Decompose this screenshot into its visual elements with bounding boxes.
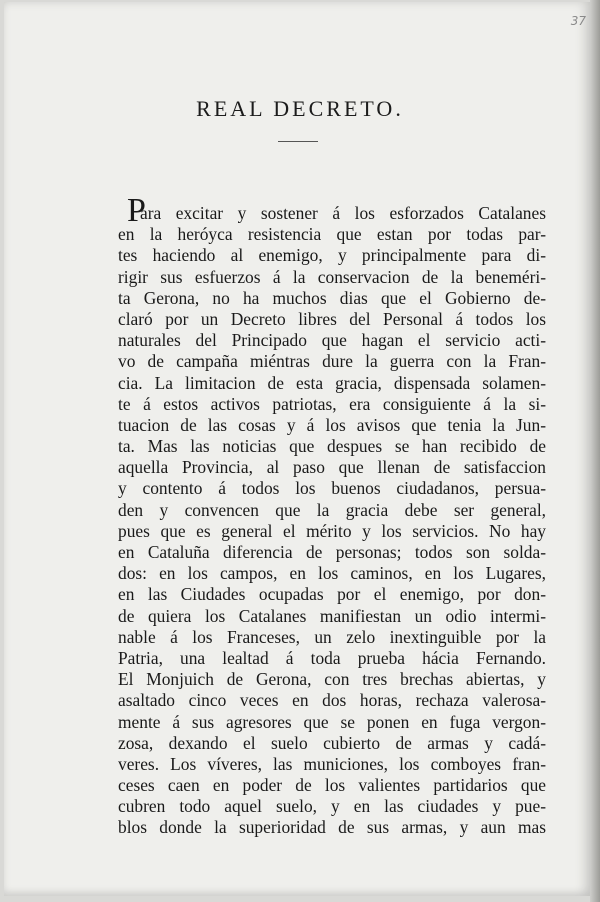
text-line: de quiera los Catalanes manifiestan un odio intermi- — [118, 605, 546, 626]
text-line: ceses caen en poder de los valientes partidarios que — [118, 775, 546, 796]
text-line: ta. Mas las noticias que despues se han recibido de — [118, 436, 546, 457]
drop-cap: P — [127, 192, 146, 229]
text-line: y contento á todos los buenos ciudadanos, persua- — [118, 478, 546, 499]
text-line: en las Ciudades ocupadas por el enemigo, por don- — [118, 584, 546, 605]
title-rule — [278, 141, 318, 142]
text-line: den y convencen que la gracia debe ser general, — [118, 499, 546, 520]
text-line: asaltado cinco veces en dos horas, rechaza valerosa- — [118, 690, 546, 711]
text-line: dos: en los campos, en los caminos, en los Lugares, — [118, 563, 546, 584]
text-line: ara excitar y sostener á los esforzados Catalanes — [140, 203, 546, 223]
text-line: cia. La limitacion de esta gracia, dispensada solamen- — [118, 372, 546, 393]
text-line: tes haciendo al enemigo, y principalmente para di- — [118, 245, 546, 266]
decree-body — [118, 203, 546, 839]
text-line: aquella Provincia, al paso que llenan de satisfaccion — [118, 457, 546, 478]
text-line: claró por un Decreto libres del Personal á todos los — [118, 308, 546, 329]
text-line: en la heróyca resistencia que estan por todas par- — [118, 224, 546, 245]
text-line: tuacion de las cosas y á los avisos que tenia la Jun- — [118, 414, 546, 435]
text-line: nable á los Franceses, un zelo inextinguible por la — [118, 626, 546, 647]
text-line: veres. Los víveres, las municiones, los comboyes fran- — [118, 753, 546, 774]
text-line: zosa, dexando el suelo cubierto de armas y cadá- — [118, 732, 546, 753]
folio-mark: 37 — [570, 14, 586, 28]
text-line: mente á sus agresores que se ponen en fuga vergon- — [118, 711, 546, 732]
text-line: pues que es general el mérito y los servicios. No hay — [118, 520, 546, 541]
text-line: blos donde la superioridad de sus armas, y aun mas — [118, 817, 546, 838]
text-line: te á estos activos patriotas, era consiguiente á la si- — [118, 393, 546, 414]
text-line: naturales del Principado que hagan el servicio acti- — [118, 330, 546, 351]
text-line: Patria, una lealtad á toda prueba hácia Fernando. — [118, 647, 546, 668]
page-title: REAL DECRETO. — [196, 96, 404, 121]
text-line: rigir sus esfuerzos á la conservacion de la beneméri- — [118, 266, 546, 287]
text-line: El Monjuich de Gerona, con tres brechas abiertas, y — [118, 669, 546, 690]
text-line: vo de campaña miéntras dure la guerra con la Fran- — [118, 351, 546, 372]
text-line: cubren todo aquel suelo, y en las ciudades y pue- — [118, 796, 546, 817]
text-line: en Cataluña diferencia de personas; todos son solda- — [118, 542, 546, 562]
text-line: ta Gerona, no ha muchos dias que el Gobierno de- — [118, 287, 546, 308]
